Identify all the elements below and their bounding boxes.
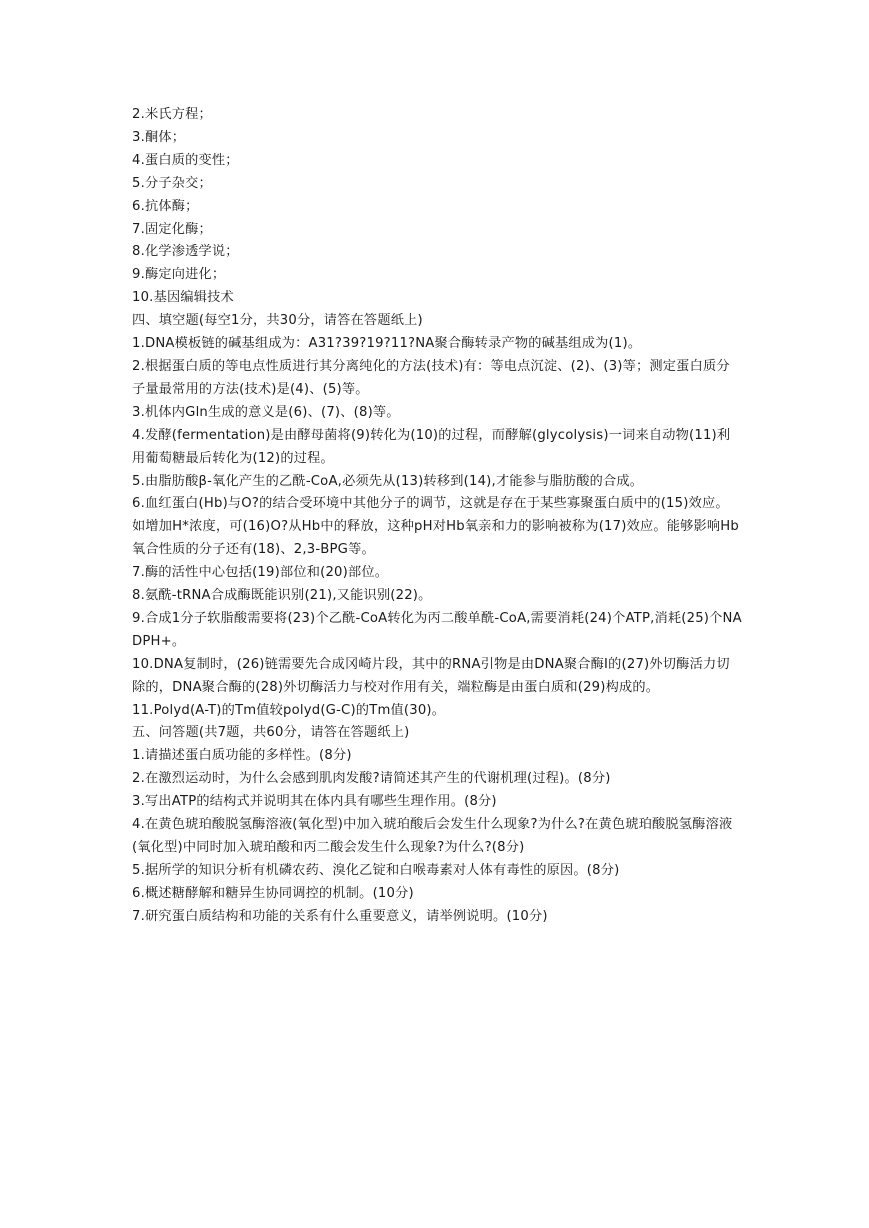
fill-blank-question: 9.合成1分子软脂酸需要将(23)个乙酰-CoA转化为丙二酸单酰-CoA,需要消耗(24)个ATP,消耗(25)个NADPH+。 xyxy=(132,610,742,649)
term-item: 9.酶定向进化； xyxy=(132,267,226,283)
term-item: 10.基因编辑技术 xyxy=(132,290,234,306)
fill-blank-question: 8.氨酰-tRNA合成酶既能识别(21),又能识别(22)。 xyxy=(132,588,432,604)
term-item: 5.分子杂交； xyxy=(132,175,212,191)
short-answer-question: 7.研究蛋白质结构和功能的关系有什么重要意义，请举例说明。(10分) xyxy=(132,908,548,924)
fill-blank-question: 7.酶的活性中心包括(19)部位和(20)部位。 xyxy=(132,565,389,581)
fill-blank-question: 6.血红蛋白(Hb)与O?的结合受环境中其他分子的调节，这就是存在于某些寡聚蛋白质中的(15)效应。如增加H*浓度，可(16)O?从Hb中的释放，这种pH对Hb氧亲和力的影响被称为(17)效应。能够影响Hb氧合性质的分子还有(18)、2,3-BPG等。 xyxy=(132,496,739,558)
short-answer-question: 5.据所学的知识分析有机磷农药、溴化乙锭和白喉毒素对人体有毒性的原因。(8分) xyxy=(132,862,620,878)
term-item: 8.化学渗透学说； xyxy=(132,244,239,260)
document-page xyxy=(132,104,742,929)
section-heading-short-answer: 五、问答题(共7题，共60分，请答在答题纸上) xyxy=(132,725,410,741)
section-heading-fill-blank: 四、填空题(每空1分，共30分，请答在答题纸上) xyxy=(132,313,423,329)
term-item: 3.酮体； xyxy=(132,129,186,145)
fill-blank-question: 4.发酵(fermentation)是由酵母菌将(9)转化为(10)的过程，而酵解(glycolysis)一词来自动物(11)利用葡萄糖最后转化为(12)的过程。 xyxy=(132,427,731,466)
term-item: 6.抗体酶； xyxy=(132,198,199,214)
term-item: 4.蛋白质的变性； xyxy=(132,152,239,168)
fill-blank-question: 3.机体内Gln生成的意义是(6)、(7)、(8)等。 xyxy=(132,404,400,420)
short-answer-question: 2.在激烈运动时，为什么会感到肌肉发酸?请简述其产生的代谢机理(过程)。(8分) xyxy=(132,771,611,787)
fill-blank-question: 2.根据蛋白质的等电点性质进行其分离纯化的方法(技术)有：等电点沉淀、(2)、(3)等；测定蛋白质分子量最常用的方法(技术)是(4)、(5)等。 xyxy=(132,358,730,397)
short-answer-question: 4.在黄色琥珀酸脱氢酶溶液(氧化型)中加入琥珀酸后会发生什么现象?为什么?在黄色琥珀酸脱氢酶溶液(氧化型)中同时加入琥珀酸和丙二酸会发生什么现象?为什么?(8分) xyxy=(132,817,733,855)
fill-blank-question: 5.由脂肪酸β-氧化产生的乙酰-CoA,必须先从(13)转移到(14),才能参与脂肪酸的合成。 xyxy=(132,473,644,489)
term-item: 7.固定化酶； xyxy=(132,221,212,237)
short-answer-question: 3.写出ATP的结构式并说明其在体内具有哪些生理作用。(8分) xyxy=(132,794,497,810)
fill-blank-question: 10.DNA复制时，(26)链需要先合成冈崎片段，其中的RNA引物是由DNA聚合酶I的(27)外切酶活力切除的，DNA聚合酶的(28)外切酶活力与校对作用有关，端粒酶是由蛋白质和(29)构成的。 xyxy=(132,656,730,695)
fill-blank-question: 11.Polyd(A-T)的Tm值较polyd(G-C)的Tm值(30)。 xyxy=(132,702,446,718)
term-item: 2.米氏方程； xyxy=(132,107,212,122)
short-answer-question: 1.请描述蛋白质功能的多样性。(8分) xyxy=(132,748,352,764)
short-answer-question: 6.概述糖酵解和糖异生协同调控的机制。(10分) xyxy=(132,885,414,901)
fill-blank-question: 1.DNA模板链的碱基组成为：A31?39?19?11?NA聚合酶转录产物的碱基组成为(1)。 xyxy=(132,336,642,352)
